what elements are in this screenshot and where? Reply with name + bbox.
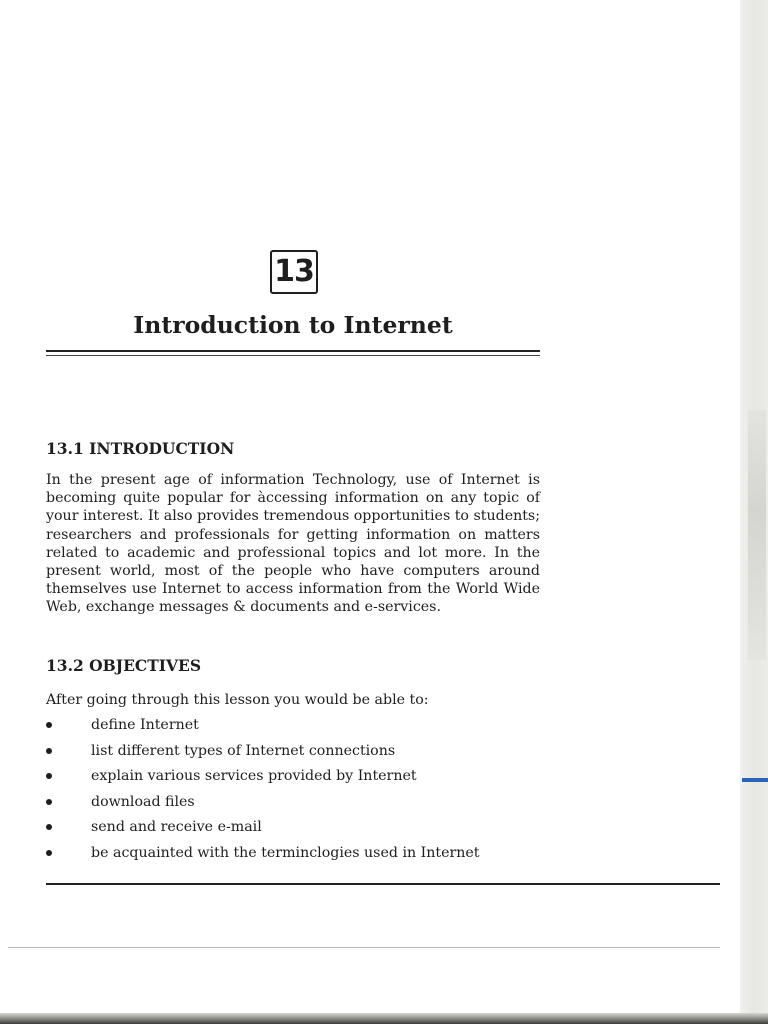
scan-edge-shadow	[748, 410, 766, 660]
introduction-paragraph: In the present age of information Technology, use of Internet is becoming quite popular for àccessing information on any topic of your interest. It also provides tremendous opportunities to students; researchers and professionals for getting information on matters related to academic and professional topics and lot more. In the present world, most of the people who have computers around themselves use Internet to access information from the World Wide Web, exchange messages & documents and e-services.	[46, 472, 540, 616]
objective-text: list different types of Internet connections	[91, 742, 396, 759]
bullet-icon	[46, 799, 52, 805]
scan-edge-blue-mark	[742, 778, 768, 782]
chapter-title: Introduction to Internet	[133, 311, 453, 339]
bottom-rule	[46, 883, 720, 885]
objective-text: explain various services provided by Internet	[91, 768, 417, 784]
chapter-number: 13	[274, 254, 314, 289]
bullet-icon	[46, 850, 52, 856]
faint-scan-rule	[8, 947, 720, 948]
title-underline-thick	[46, 350, 540, 352]
bullet-icon	[46, 824, 52, 830]
scan-bottom-shadow	[0, 1013, 768, 1024]
bullet-icon	[46, 773, 52, 779]
objective-text: define Internet	[91, 717, 199, 733]
title-underline-thin	[46, 355, 540, 356]
section-heading-introduction: 13.1 INTRODUCTION	[46, 439, 235, 458]
section-heading-objectives: 13.2 OBJECTIVES	[46, 656, 202, 675]
objectives-lead-text: After going through this lesson you would be able to:	[46, 692, 429, 708]
bullet-icon	[46, 722, 52, 728]
objective-text: download files	[91, 793, 195, 810]
bullet-icon	[46, 748, 52, 754]
objective-text: be acquainted with the terminclogies used in Internet	[91, 844, 480, 861]
objective-text: send and receive e-mail	[91, 819, 262, 835]
chapter-number-box	[270, 250, 318, 294]
